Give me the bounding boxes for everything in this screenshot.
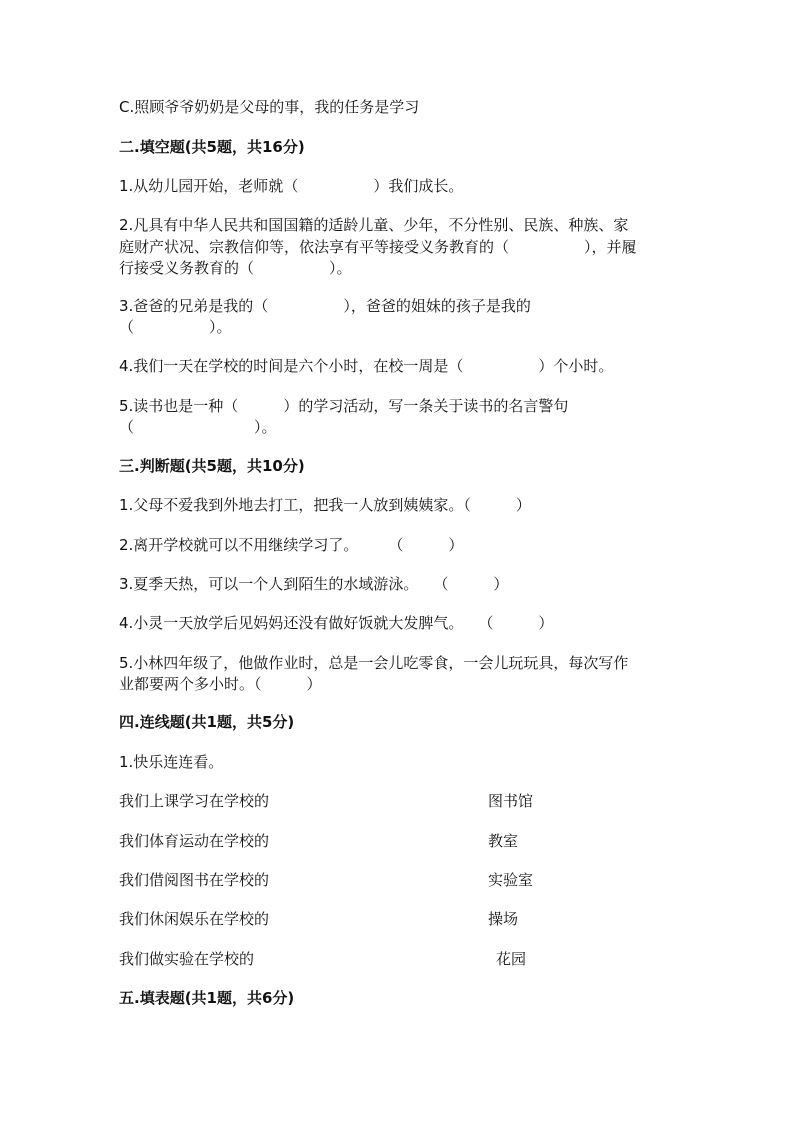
match-left-item: 我们借阅图书在学校的 [119,871,270,889]
match-right-item: 教室 [488,832,519,850]
fill-q3-line2: （ ）。 [119,318,232,336]
judge-q5-line1: 5.小林四年级了，他做作业时，总是一会儿吃零食，一会儿玩玩具，每次写作 [119,654,629,672]
fill-q2-line1: 2.凡具有中华人民共和国国籍的适龄儿童、少年，不分性别、民族、种族、家 [119,216,629,234]
fill-q2-line3: 行接受义务教育的（ ）。 [119,259,352,277]
section5-heading: 五.填表题(共1题，共6分) [119,989,295,1007]
prev-option-c: C.照顾爷爷奶奶是父母的事，我的任务是学习 [119,98,420,116]
match-left-item: 我们休闲娱乐在学校的 [119,910,270,928]
fill-q4: 4.我们一天在学校的时间是六个小时，在校一周是（ ）个小时。 [119,357,614,375]
section4-heading: 四.连线题(共1题，共5分) [119,713,295,731]
judge-q4: 4.小灵一天放学后见妈妈还没有做好饭就大发脾气。 （ ） [119,614,554,632]
judge-q3: 3.夏季天热，可以一个人到陌生的水域游泳。 （ ） [119,575,509,593]
match-right-item: 花园 [496,950,527,968]
fill-q3-line1: 3.爸爸的兄弟是我的（ ），爸爸的姐妹的孩子是我的 [119,297,531,315]
section3-heading: 三.判断题(共5题，共10分) [119,457,305,475]
judge-q2: 2.离开学校就可以不用继续学习了。 （ ） [119,536,464,554]
match-left-item: 我们做实验在学校的 [119,950,255,968]
fill-q1: 1.从幼儿园开始，老师就（ ）我们成长。 [119,177,464,195]
match-q1: 1.快乐连连看。 [119,753,224,771]
fill-q5-line2: （ ）。 [119,418,277,436]
section2-heading: 二.填空题(共5题，共16分) [119,138,305,156]
match-right-item: 操场 [488,910,519,928]
match-right-item: 图书馆 [488,792,534,810]
match-right-item: 实验室 [488,871,534,889]
fill-q2-line2: 庭财产状况、宗教信仰等，依法享有平等接受义务教育的（ ），并履 [119,238,637,256]
match-left-item: 我们体育运动在学校的 [119,832,270,850]
match-left-item: 我们上课学习在学校的 [119,792,270,810]
judge-q5-line2: 业都要两个多小时。（ ） [119,675,322,693]
judge-q1: 1.父母不爱我到外地去打工，把我一人放到姨姨家。（ ） [119,496,531,514]
fill-q5-line1: 5.读书也是一种（ ）的学习活动，写一条关于读书的名言警句 [119,397,569,415]
